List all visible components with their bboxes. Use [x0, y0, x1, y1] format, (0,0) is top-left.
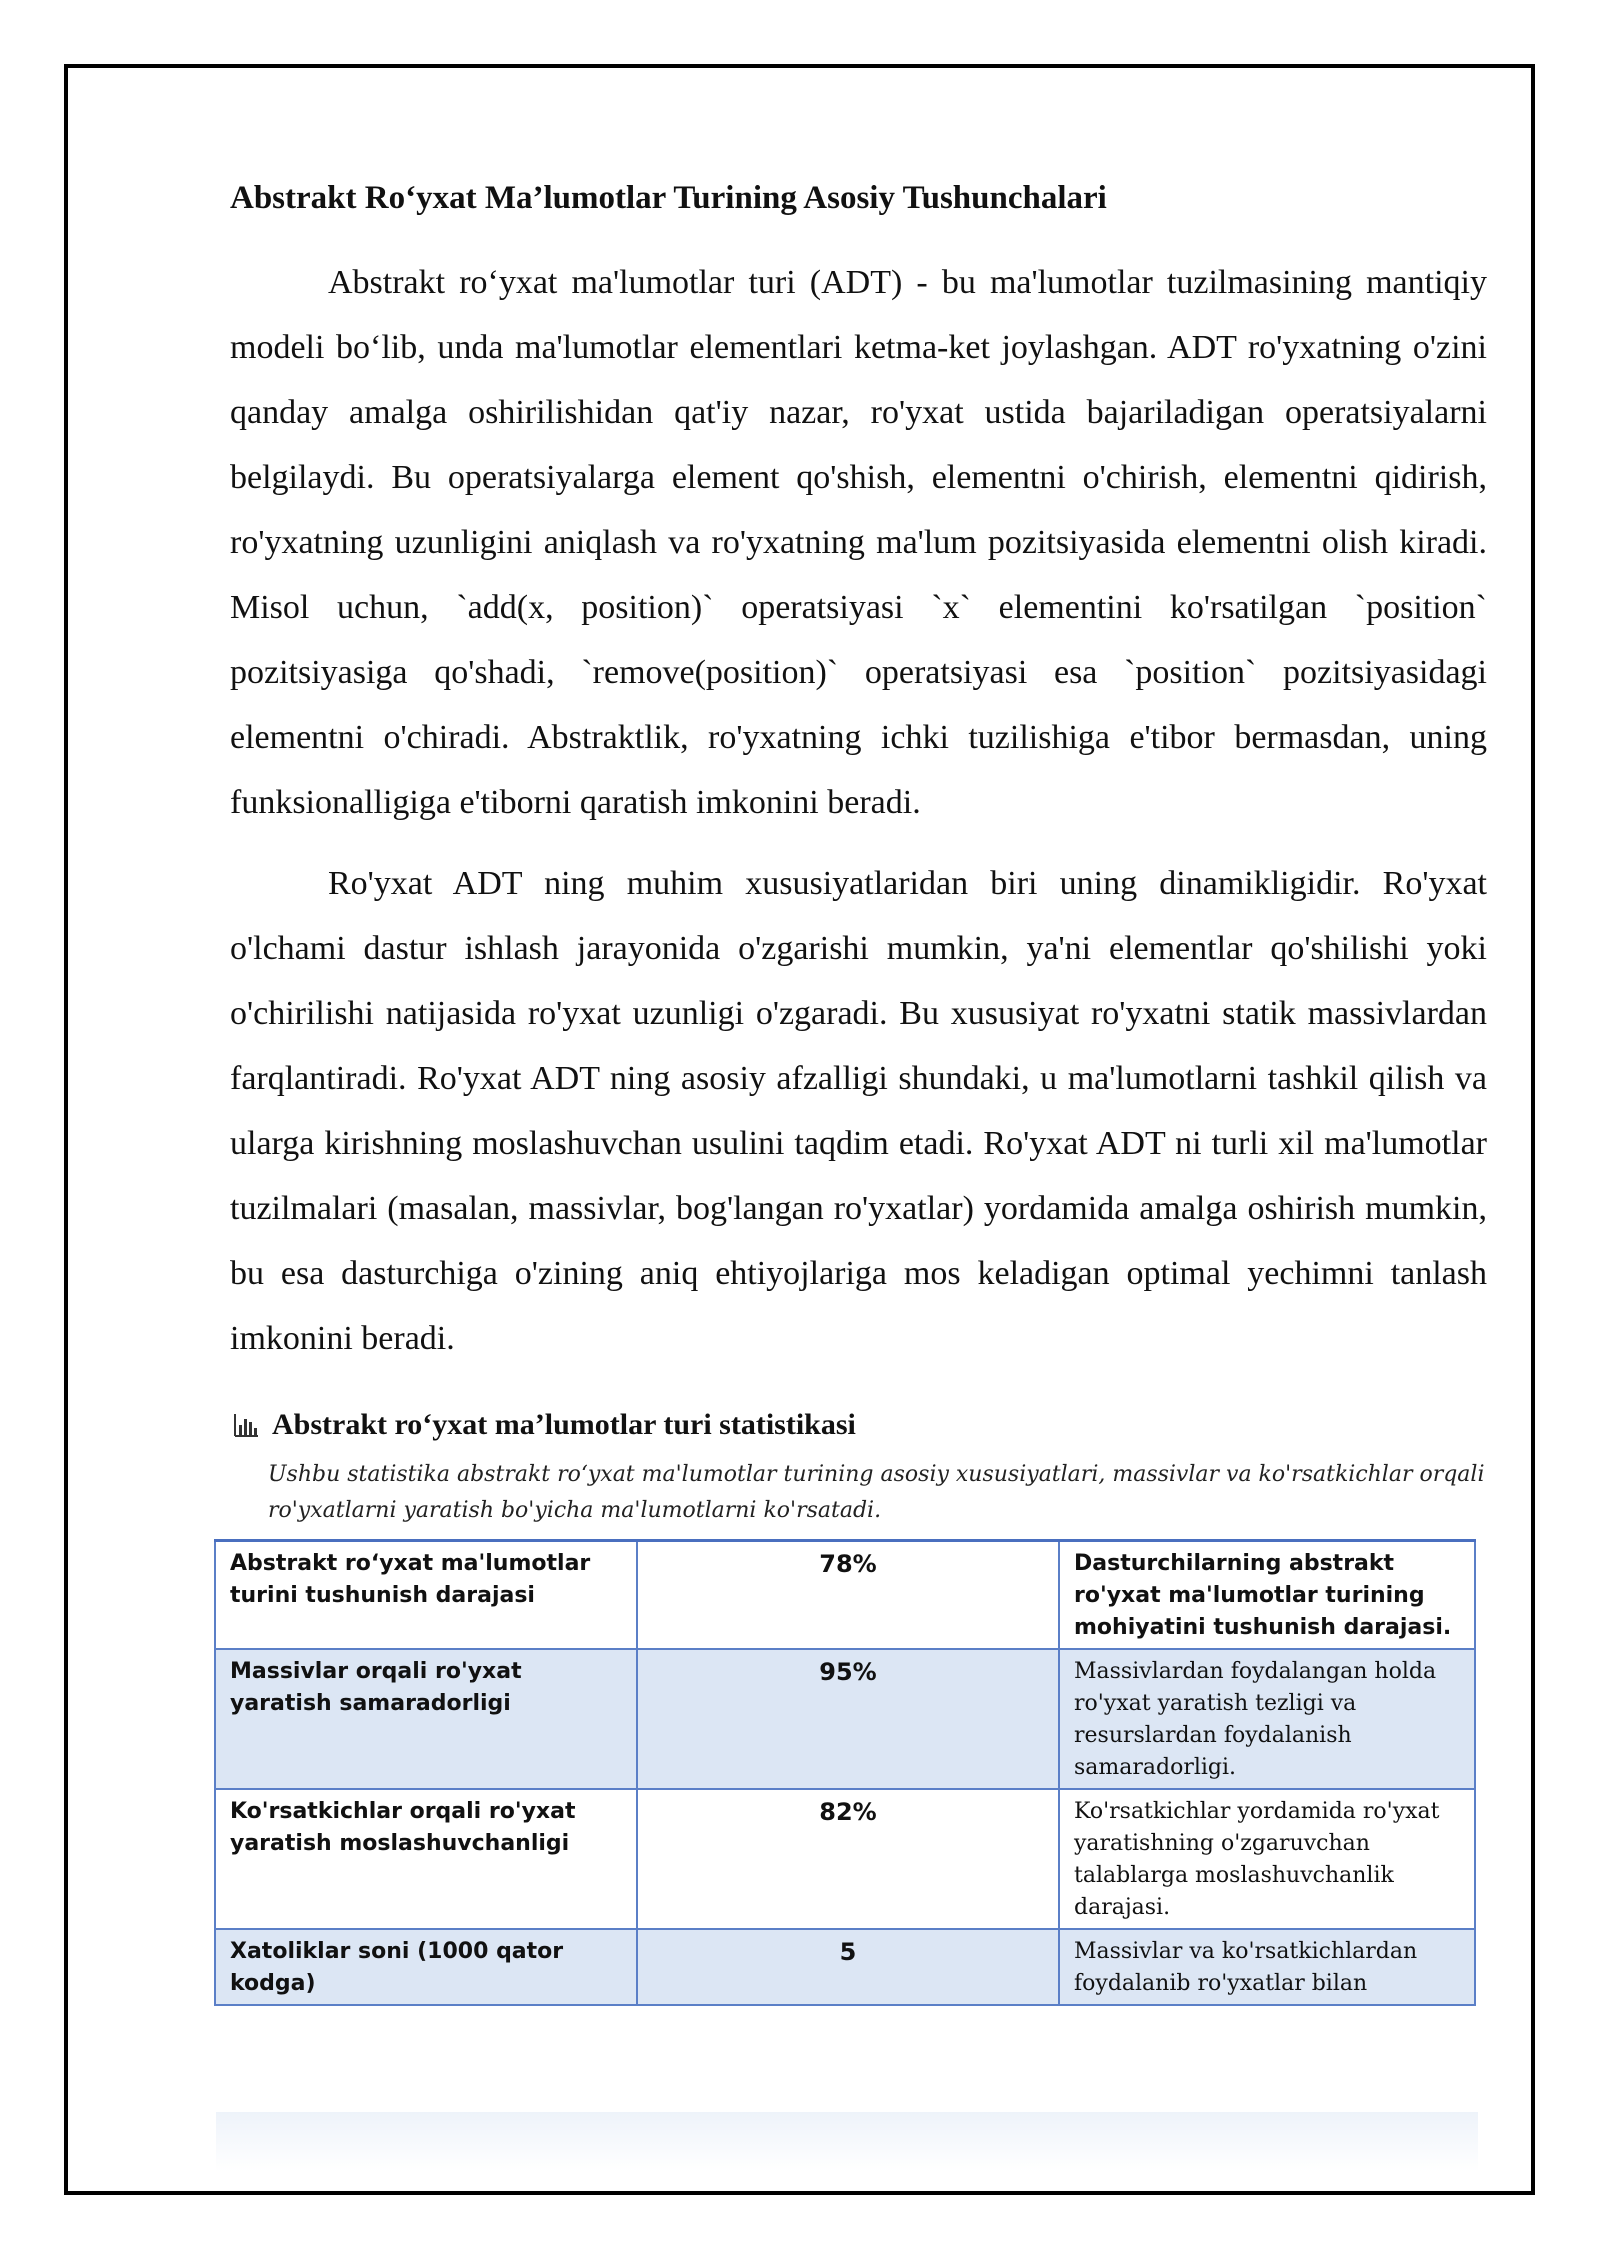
row-value: 78%: [637, 1541, 1059, 1650]
bar-chart-icon: [232, 1411, 260, 1439]
row-label: Xatoliklar soni (1000 qator kodga): [215, 1929, 637, 2005]
row-value: 82%: [637, 1789, 1059, 1929]
table-row: [215, 1929, 1475, 2005]
row-description: Massivlar va ko'rsatkichlardan foydalanib ro'yxatlar bilan: [1059, 1929, 1475, 2005]
document-content: [230, 170, 1487, 2006]
document-title: Abstrakt Ro‘yxat Ma’lumotlar Turining Asosiy Tushunchalari: [230, 180, 1107, 216]
table-row: [215, 1789, 1475, 1929]
row-label: Massivlar orqali ro'yxat yaratish samaradorligi: [215, 1649, 637, 1789]
table-row: [215, 1649, 1475, 1789]
statistics-heading: [230, 1401, 1487, 1449]
row-value: 95%: [637, 1649, 1059, 1789]
statistics-caption: Ushbu statistika abstrakt ro‘yxat ma'lumotlar turining asosiy xususiyatlari, massivlar va ko'rsatkichlar orqali ro'yxatlarni yaratish bo'yicha ma'lumotlarni ko'rsatadi.: [268, 1462, 1485, 1523]
row-description: Massivlardan foydalangan holda ro'yxat yaratish tezligi va resurslardan foydalanish samaradorligi.: [1059, 1649, 1475, 1789]
row-value: 5: [637, 1929, 1059, 2005]
row-description: Ko'rsatkichlar yordamida ro'yxat yaratishning o'zgaruvchan talablarga moslashuvchanlik darajasi.: [1059, 1789, 1475, 1929]
table-continuation-fade: [216, 2112, 1478, 2172]
row-label: Ko'rsatkichlar orqali ro'yxat yaratish moslashuvchanligi: [215, 1789, 637, 1929]
table-row: [215, 1541, 1475, 1650]
statistics-heading-text: Abstrakt ro‘yxat ma’lumotlar turi statistikasi: [272, 1408, 856, 1441]
row-label: Abstrakt ro‘yxat ma'lumotlar turini tushunish darajasi: [215, 1541, 637, 1650]
row-description: Dasturchilarning abstrakt ro'yxat ma'lumotlar turining mohiyatini tushunish darajasi.: [1059, 1541, 1475, 1650]
statistics-table: [214, 1539, 1476, 2006]
paragraph-2: Ro'yxat ADT ning muhim xususiyatlaridan biri uning dinamikligidir. Ro'yxat o'lchami dastur ishlash jarayonida o'zgarishi mumkin, ya'ni elementlar qo'shilishi yoki o'chirilishi natijasida ro'yxat uzunligi o'zgaradi. Bu xususiyat ro'yxatni statik massivlardan farqlantiradi. Ro'yxat ADT ning asosiy afzalligi shundaki, u ma'lumotlarni tashkil qilish va ularga kirishning moslashuvchan usulini taqdim etadi. Ro'yxat ADT ni turli xil ma'lumotlar tuzilmalari (masalan, massivlar, bog'langan ro'yxatlar) yordamida amalga oshirish mumkin, bu esa dasturchiga o'zining aniq ehtiyojlariga mos keladigan optimal yechimni tanlash imkonini beradi.: [230, 865, 1487, 1357]
paragraph-1: Abstrakt ro‘yxat ma'lumotlar turi (ADT) - bu ma'lumotlar tuzilmasining mantiqiy modeli bo‘lib, unda ma'lumotlar elementlari ketma-ket joylashgan. ADT ro'yxatning o'zini qanday amalga oshirilishidan qat'iy nazar, ro'yxat ustida bajariladigan operatsiyalarni belgilaydi. Bu operatsiyalarga element qo'shish, elementni o'chirish, elementni qidirish, ro'yxatning uzunligini aniqlash va ro'yxatning ma'lum pozitsiyasida elementni olish kiradi. Misol uchun, `add(x, position)` operatsiyasi `x` elementini ko'rsatilgan `position` pozitsiyasiga qo'shadi, `remove(position)` operatsiyasi esa `position` pozitsiyasidagi elementni o'chiradi. Abstraktlik, ro'yxatning ichki tuzilishiga e'tibor bermasdan, uning funksionalligiga e'tiborni qaratish imkonini beradi.: [230, 264, 1487, 821]
